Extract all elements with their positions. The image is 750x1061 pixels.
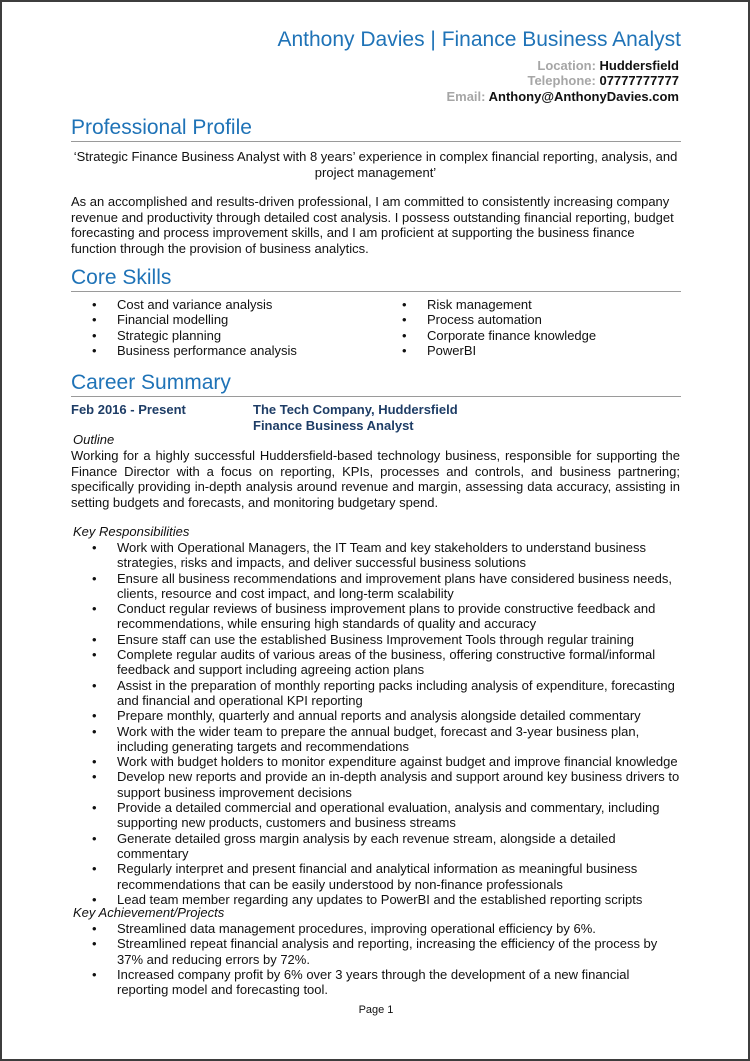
achievement-item: • Streamlined repeat financial analysis and reporting, increasing the efficiency of the process by 37% and reducing errors by 72%. [71, 936, 680, 967]
outline-label: Outline [73, 432, 115, 447]
skill-item: • Corporate finance knowledge [381, 328, 681, 343]
responsibility-item: • Lead team member regarding any updates to PowerBI and the established reporting scripts [71, 892, 680, 907]
profile-heading: Professional Profile [71, 116, 681, 142]
skill-item: • Process automation [381, 312, 681, 327]
skill-item: • Cost and variance analysis [71, 297, 371, 312]
name-title: Anthony Davies | Finance Business Analyst [277, 28, 681, 51]
location-value: Huddersfield [599, 58, 679, 73]
skill-item: • PowerBI [381, 343, 681, 358]
telephone-line [527, 73, 679, 89]
profile-summary: As an accomplished and results-driven professional, I am committed to consistently increasing company revenue and productivity through detailed cost analysis. I possess outstanding financial reporting, budget forecasting and process improvement skills, and I am proficient at supporting the business finance function through the provision of business analytics. [71, 194, 674, 256]
telephone-value: 07777777777 [599, 73, 679, 88]
responsibility-item: • Provide a detailed commercial and operational evaluation, analysis and commentary, including supporting new products, customers and business streams [71, 800, 680, 831]
responsibility-item: • Work with Operational Managers, the IT Team and key stakeholders to understand business strategies, risks and impacts, and deliver successful business solutions [71, 540, 680, 571]
responsibilities-list [71, 540, 680, 907]
skill-item: • Strategic planning [71, 328, 371, 343]
telephone-label: Telephone: [527, 73, 596, 88]
responsibility-item: • Assist in the preparation of monthly reporting packs including analysis of expenditure, forecasting and financial and operational KPI reporting [71, 678, 680, 709]
achievements-list [71, 921, 680, 997]
responsibility-item: • Generate detailed gross margin analysis by each revenue stream, alongside a detailed commentary [71, 831, 680, 862]
location-label: Location: [537, 58, 596, 73]
page-number: Page 1 [358, 1004, 394, 1016]
job-dates: Feb 2016 - Present [71, 402, 186, 417]
achievement-item: • Streamlined data management procedures, improving operational efficiency by 6%. [71, 921, 680, 936]
outline-text: Working for a highly successful Huddersfield-based technology business, responsible for supporting the Finance Director with a focus on reporting, KPIs, processes and controls, and business partnering; specifically providing in-depth analysis around revenue and margin, assessing data accuracy, assisting in setting budgets and forecasts, and monitoring budgetary spend. [71, 448, 680, 510]
skills-left-column [71, 297, 371, 358]
skill-item: • Financial modelling [71, 312, 371, 327]
skill-item: • Risk management [381, 297, 681, 312]
responsibilities-label: Key Responsibilities [73, 524, 190, 539]
responsibility-item: • Prepare monthly, quarterly and annual reports and analysis alongside detailed commentary [71, 708, 680, 723]
email-label: Email: [446, 89, 486, 104]
job-company: The Tech Company, Huddersfield [253, 402, 458, 417]
achievement-item: • Increased company profit by 6% over 3 years through the development of a new financial reporting model and forecasting tool. [71, 967, 680, 998]
skills-right-column [381, 297, 681, 358]
responsibility-item: • Ensure all business recommendations and improvement plans have considered business needs, clients, resource and cost impact, and long-term scalability [71, 571, 680, 602]
achievements-label: Key Achievement/Projects [73, 905, 225, 920]
responsibility-item: • Work with the wider team to prepare the annual budget, forecast and 3-year business plan, including generating targets and recommendations [71, 724, 680, 755]
responsibility-item: • Ensure staff can use the established Business Improvement Tools through regular training [71, 632, 680, 647]
career-heading: Career Summary [71, 371, 681, 397]
responsibility-item: • Complete regular audits of various areas of the business, offering constructive formal/informal feedback and support including agreeing action plans [71, 647, 680, 678]
job-role: Finance Business Analyst [253, 417, 414, 433]
email-value[interactable]: Anthony@AnthonyDavies.com [488, 89, 679, 104]
responsibility-item: • Regularly interpret and present financial and analytical information as meaningful business recommendations that can be easily understood by non-finance professionals [71, 861, 680, 892]
skill-item: • Business performance analysis [71, 343, 371, 358]
email-line [446, 89, 679, 105]
responsibility-item: • Develop new reports and provide an in-depth analysis and support around key business drivers to support business improvement decisions [71, 769, 680, 800]
location-line [537, 58, 679, 74]
responsibility-item: • Conduct regular reviews of business improvement plans to provide constructive feedback and recommendations, while ensuring high standards of quality and accuracy [71, 601, 680, 632]
skills-heading: Core Skills [71, 266, 681, 292]
job-heading [253, 402, 458, 433]
profile-quote: ‘Strategic Finance Business Analyst with 8 years’ experience in complex financial reporting, analysis, and project management’ [73, 149, 678, 180]
responsibility-item: • Work with budget holders to monitor expenditure against budget and improve financial knowledge [71, 754, 680, 769]
